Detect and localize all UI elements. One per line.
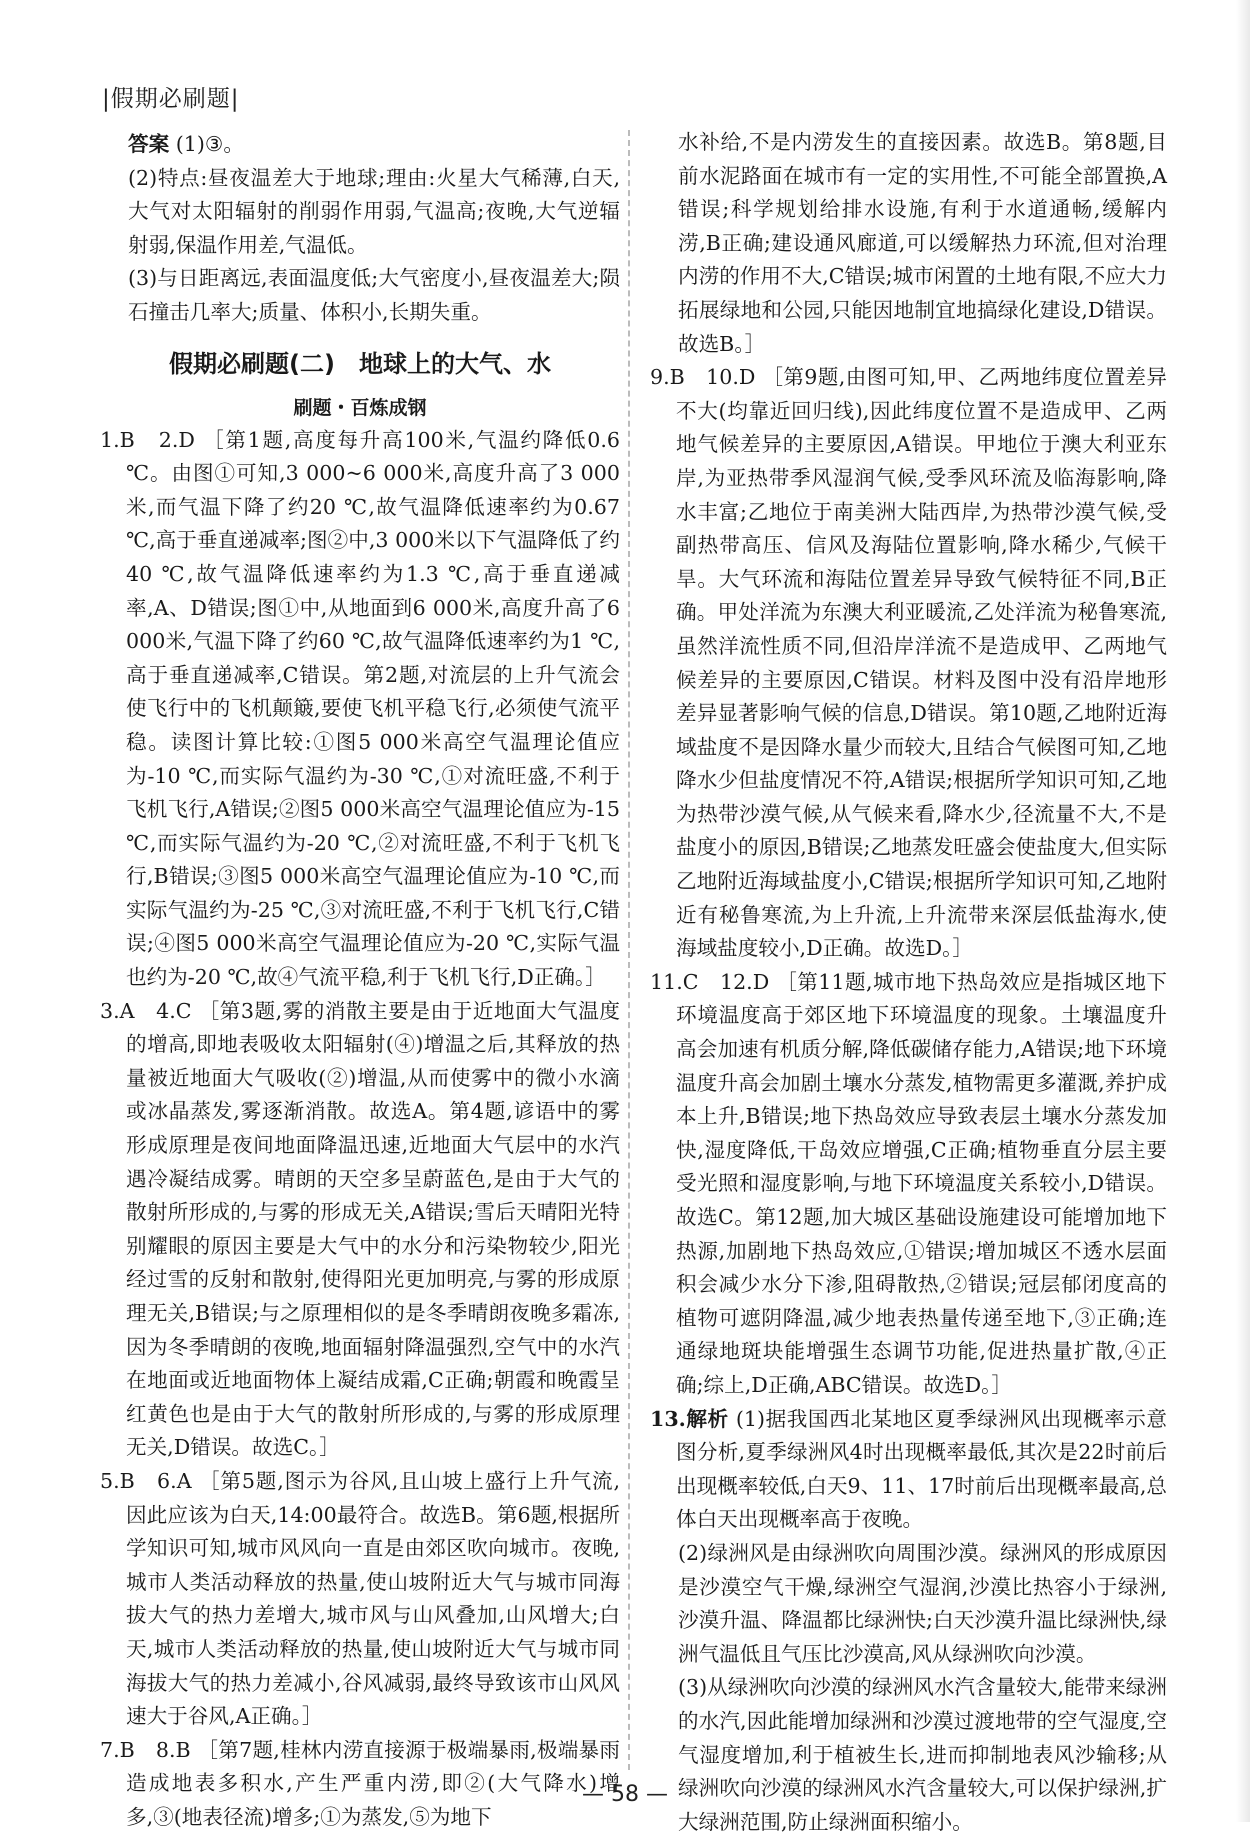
- page-edge-shadow: [1236, 0, 1250, 1822]
- question-13-label: 13.解析: [650, 1406, 729, 1431]
- question-7-8-continued: 水补给,不是内涝发生的直接因素。故选B。第8题,目前水泥路面在城市有一定的实用性,不可能全部置换,A错误;科学规划给排水设施,有利于水道通畅,缓解内涝,B正确;建设通风廊道,可以缓解热力环流,但对治理内涝的作用不大,C错误;城市闲置的土地有限,不应大力拓展绿地和公园,只能因地制宜地搞绿化建设,D错误。故选B。］: [678, 130, 1167, 356]
- question-13-part-3: (3)从绿洲吹向沙漠的绿洲风水汽含量较大,能带来绿洲的水汽,因此能增加绿洲和沙漠过渡地带的空气湿度,空气湿度增加,利于植被生长,进而抑制地表风沙输移;从绿洲吹向沙漠的绿洲风水汽含量较大,可以保护绿洲,扩大绿洲范围,防止绿洲面积缩小。: [678, 1675, 1167, 1834]
- question-11-12: 11.C 12.D ［第11题,城市地下热岛效应是指城区地下环境温度高于郊区地下环境温度的现象。土壤温度升高会加速有机质分解,降低碳储存能力,A错误;地下环境温度升高会加剧土壤水分蒸发,植物需更多灌溉,养护成本上升,B错误;地下热岛效应导致表层土壤水分蒸发加快,湿度降低,干岛效应增强,C正确;植物垂直分层主要受光照和湿度影响,与地下环境温度关系较小,D错误。故选C。第12题,加大城区基础设施建设可能增加地下热源,加剧地下热岛效应,①错误;增加城区不透水层面积会减少水分下渗,阻碍散热,②错误;冠层郁闭度高的植物可遮阴降温,减少地表热量传递至地下,③正确;连通绿地斑块能增强生态调节功能,促进热量扩散,④正确;综上,D正确,ABC错误。故选D。］: [650, 969, 1167, 1397]
- answer-label: 答案: [128, 132, 170, 156]
- right-column: [650, 126, 1167, 1839]
- header-tag: |假期必刷题|: [102, 86, 240, 112]
- column-divider: [628, 130, 630, 1770]
- answer-1: (1)③。: [175, 132, 244, 156]
- answer-part-1: [100, 128, 620, 162]
- question-7-8: 7.B 8.B ［第7题,桂林内涝直接源于极端暴雨,极端暴雨造成地表多积水,产生严重内涝,即②(大气降水)增多,③(地表径流)增多;①为蒸发,⑤为地下: [100, 1737, 620, 1829]
- answer-part-2: (2)特点:昼夜温差大于地球;理由:火星大气稀薄,白天,大气对太阳辐射的削弱作用弱,气温高;夜晚,大气逆辐射弱,保温作用差,气温低。: [128, 165, 620, 257]
- answer-part-3: (3)与日距离远,表面温度低;大气密度小,昼夜温差大;陨石撞击几率大;质量、体积小,长期失重。: [128, 266, 620, 324]
- question-9-10: 9.B 10.D ［第9题,由图可知,甲、乙两地纬度位置差异不大(均靠近回归线),因此纬度位置不是造成甲、乙两地气候差异的主要原因,A错误。甲地位于澳大利亚东岸,为亚热带季风湿润气候,受季风环流及临海影响,降水丰富;乙地位于南美洲大陆西岸,为热带沙漠气候,受副热带高压、信风及海陆位置影响,降水稀少,气候干旱。大气环流和海陆位置差异导致气候特征不同,B正确。甲处洋流为东澳大利亚暖流,乙处洋流为秘鲁寒流,虽然洋流性质不同,但沿岸洋流不是造成甲、乙两地气候差异的主要原因,C错误。材料及图中没有沿岸地形差异显著影响气候的信息,D错误。第10题,乙地附近海域盐度不是因降水量少而较大,且结合气候图可知,乙地降水少但盐度情况不符,A错误;根据所学知识可知,乙地为热带沙漠气候,从气候来看,降水少,径流量不大,不是盐度小的原因,B错误;乙地蒸发旺盛会使盐度大,但实际乙地附近海域盐度小,C错误;根据所学知识可知,乙地附近有秘鲁寒流,为上升流,上升流带来深层低盐海水,使海域盐度较小,D正确。故选D。］: [650, 365, 1167, 961]
- section-title: 假期必刷题(二) 地球上的大气、水: [169, 349, 551, 378]
- question-13: [650, 1403, 1167, 1537]
- left-column: [100, 128, 620, 1835]
- question-13-part-2: (2)绿洲风是由绿洲吹向周围沙漠。绿洲风的形成原因是沙漠空气干燥,绿洲空气湿润,沙漠比热容小于绿洲,沙漠升温、降温都比绿洲快;白天沙漠升温比绿洲快,绿洲气温低且气压比沙漠高,风从绿洲吹向沙漠。: [678, 1540, 1167, 1666]
- question-5-6: 5.B 6.A ［第5题,图示为谷风,且山坡上盛行上升气流,因此应该为白天,14:00最符合。故选B。第6题,根据所学知识可知,城市风风向一直是由郊区吹向城市。夜晚,城市人类活动释放的热量,使山坡附近大气与城市同海拔大气的热力差增大,城市风与山风叠加,山风增大;白天,城市人类活动释放的热量,使山坡附近大气与城市同海拔大气的热力差减小,谷风减弱,最终导致该市山风风速大于谷风,A正确。］: [100, 1468, 620, 1729]
- sub-title: 刷题・百炼成钢: [293, 396, 427, 419]
- question-3-4: 3.A 4.C ［第3题,雾的消散主要是由于近地面大气温度的增高,即地表吸收太阳辐射(④)增温之后,其释放的热量被近地面大气吸收(②)增温,从而使雾中的微小水滴或冰晶蒸发,雾逐渐消散。故选A。第4题,谚语中的雾形成原理是夜间地面降温迅速,近地面大气层中的水汽遇冷凝结成雾。晴朗的天空多呈蔚蓝色,是由于大气的散射所形成的,与雾的形成无关,A错误;雪后天晴阳光特别耀眼的原因主要是大气中的水分和污染物较少,阳光经过雪的反射和散射,使得阳光更加明亮,与雾的形成原理无关,B错误;与之原理相似的是冬季晴朗夜晚多霜冻,因为冬季晴朗的夜晚,地面辐射降温强烈,空气中的水汽在地面或近地面物体上凝结成霜,C正确;朝霞和晚霞呈红黄色也是由于大气的散射所形成的,与雾的形成原理无关,D错误。故选C。］: [100, 998, 620, 1460]
- question-1-2: 1.B 2.D ［第1题,高度每升高100米,气温约降低0.6 ℃。由图①可知,3 000~6 000米,高度升高了3 000米,而气温下降了约20 ℃,故气温降低速率约为0.67 ℃,高于垂直递减率;图②中,3 000米以下气温降低了约40 ℃,故气温降低速率约为1.3 ℃,高于垂直递减率,A、D错误;图①中,从地面到6 000米,高度升高了6 000米,气温下降了约60 ℃,故气温降低速率约为1 ℃,高于垂直递减率,C错误。第2题,对流层的上升气流会使飞行中的飞机颠簸,要使飞机平稳飞行,必须使气流平稳。读图计算比较:①图5 000米高空气温理论值应为-10 ℃,而实际气温约为-30 ℃,①对流旺盛,不利于飞机飞行,A错误;②图5 000米高空气温理论值应为-15 ℃,而实际气温约为-20 ℃,②对流旺盛,不利于飞机飞行,B错误;③图5 000米高空气温理论值应为-10 ℃,而实际气温约为-25 ℃,③对流旺盛,不利于飞机飞行,C错误;④图5 000米高空气温理论值应为-20 ℃,实际气温也约为-20 ℃,故④气流平稳,利于飞机飞行,D正确。］: [100, 427, 620, 990]
- question-13-part-1: (1)据我国西北某地区夏季绿洲风出现概率示意图分析,夏季绿洲风4时出现概率最低,其次是22时前后出现概率较低,白天9、11、17时前后出现概率最高,总体白天出现概率高于夜晚。: [676, 1406, 1168, 1532]
- page-number: — 58 —: [582, 1782, 668, 1807]
